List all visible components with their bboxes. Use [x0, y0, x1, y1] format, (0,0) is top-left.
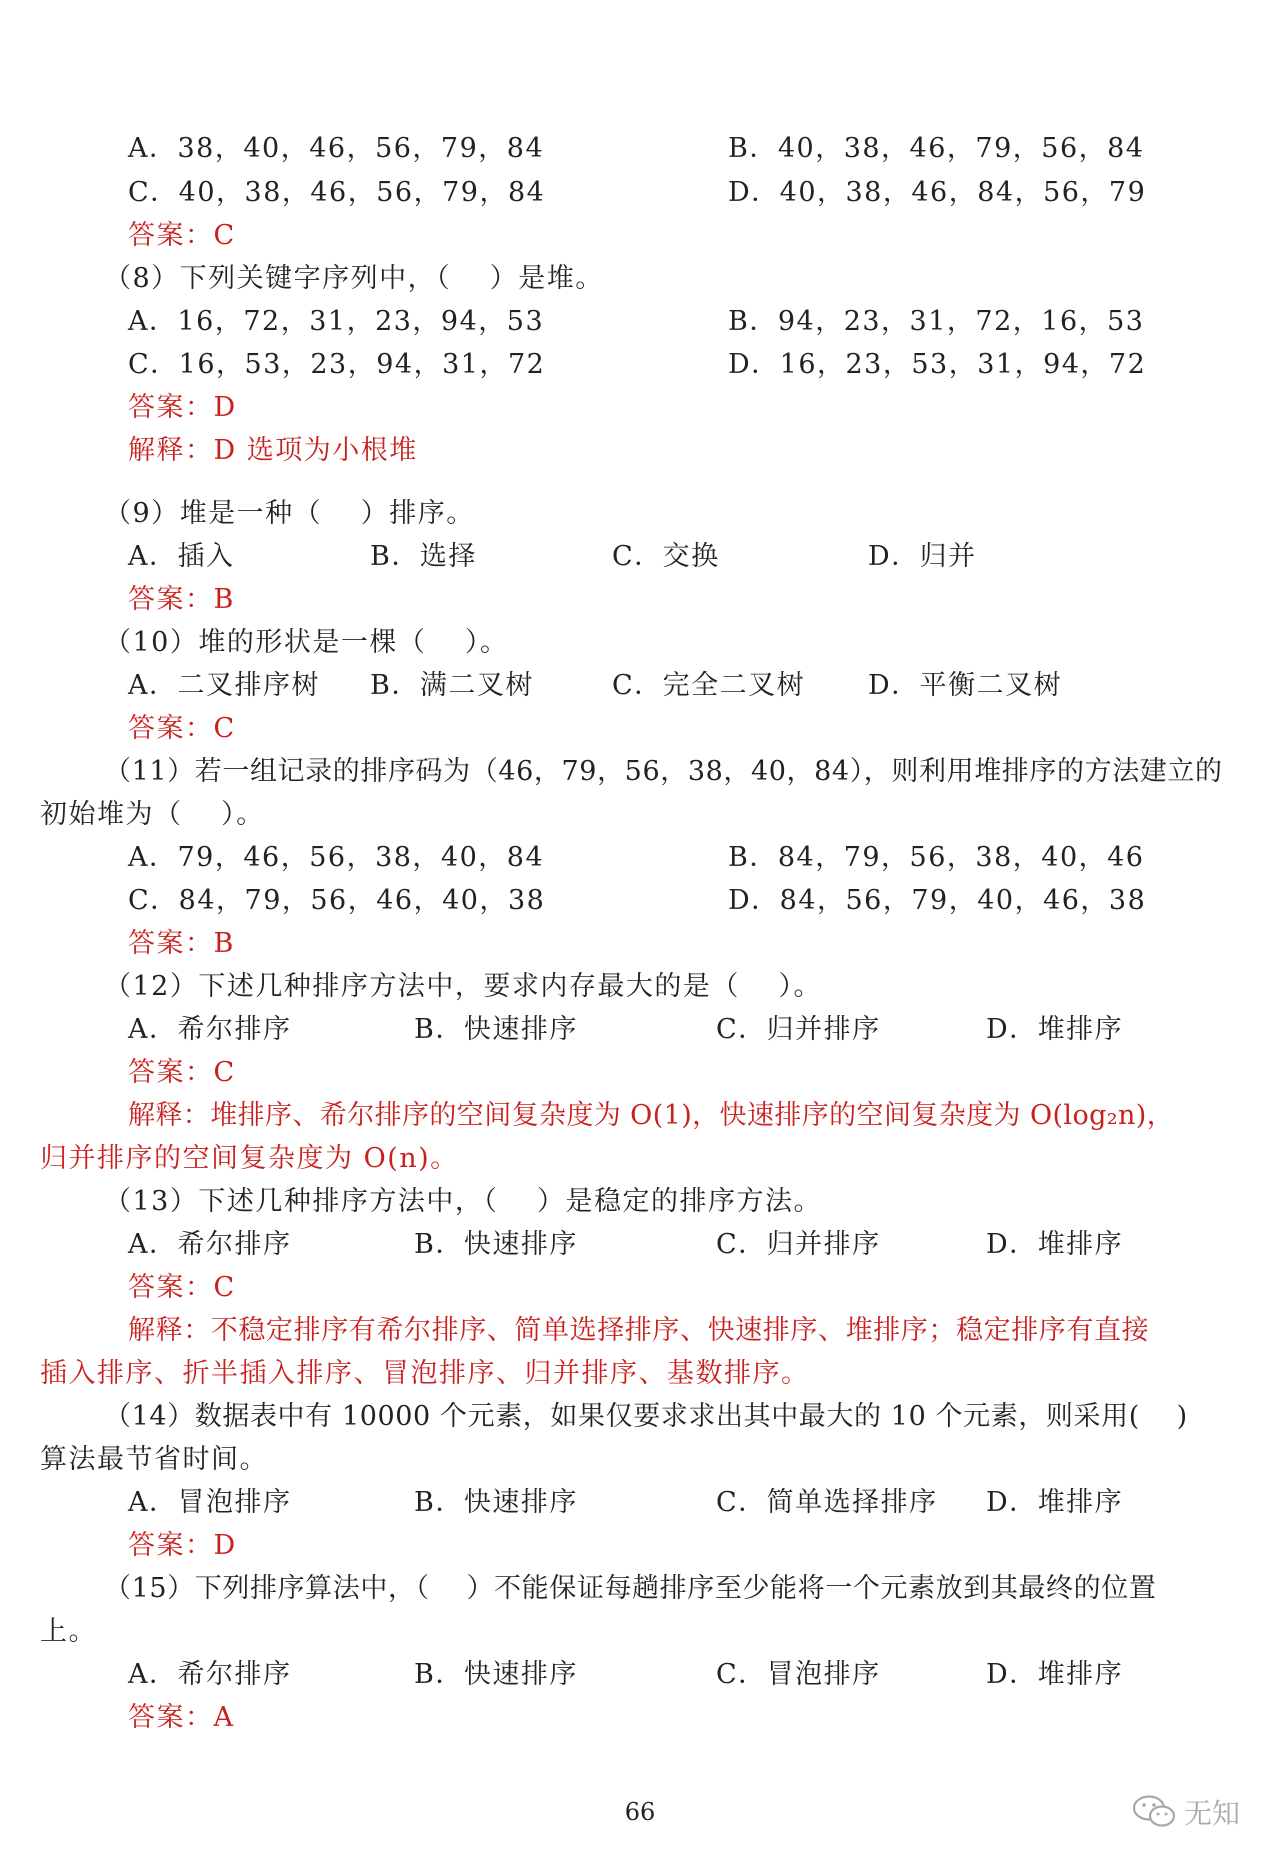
q12-option-c: C．归并排序: [716, 1014, 881, 1045]
q14-stem-line1: （14）数据表中有 10000 个元素，如果仅要求求出其中最大的 10 个元素，则采用( ): [104, 1401, 1188, 1432]
q7-answer: 答案：C: [128, 220, 236, 251]
watermark-text: 无知: [1183, 1797, 1240, 1830]
q13-option-d: D．堆排序: [986, 1229, 1124, 1260]
q10-option-b: B．满二叉树: [370, 670, 534, 701]
q15-stem-line1: （15）下列排序算法中，（ ）不能保证每趟排序至少能将一个元素放到其最终的位置: [104, 1573, 1157, 1604]
q13-explanation-line2: 插入排序、折半插入排序、冒泡排序、归并排序、基数排序。: [40, 1358, 810, 1389]
q8-stem: （8）下列关键字序列中，（ ）是堆。: [104, 263, 604, 294]
q15-option-a: A．希尔排序: [128, 1659, 292, 1690]
q8-option-a: A．16，72，31，23，94，53: [128, 306, 545, 337]
q14-option-d: D．堆排序: [986, 1487, 1124, 1518]
q12-option-a: A．希尔排序: [128, 1014, 292, 1045]
q12-explanation-line2: 归并排序的空间复杂度为 O(n)。: [40, 1143, 459, 1174]
q14-answer: 答案：D: [128, 1530, 237, 1561]
q11-option-b: B．84，79，56，38，40，46: [728, 842, 1145, 873]
q12-answer: 答案：C: [128, 1057, 236, 1088]
q11-option-c: C．84，79，56，46，40，38: [128, 885, 546, 916]
q14-option-c: C．简单选择排序: [716, 1487, 938, 1518]
q15-option-c: C．冒泡排序: [716, 1659, 881, 1690]
q13-option-c: C．归并排序: [716, 1229, 881, 1260]
q7-option-d: D．40，38，46，84，56，79: [728, 177, 1147, 208]
q12-option-d: D．堆排序: [986, 1014, 1124, 1045]
q7-option-a: A．38，40，46，56，79，84: [128, 133, 545, 164]
q13-option-b: B．快速排序: [414, 1229, 578, 1260]
q14-option-b: B．快速排序: [414, 1487, 578, 1518]
q14-stem-line2: 算法最节省时间。: [40, 1444, 268, 1475]
q11-stem-line2: 初始堆为（ ）。: [40, 799, 265, 830]
q10-option-c: C．完全二叉树: [612, 670, 806, 701]
q9-option-c: C．交换: [612, 541, 720, 572]
q14-option-a: A．冒泡排序: [128, 1487, 292, 1518]
q8-answer: 答案：D: [128, 392, 237, 423]
q10-option-a: A．二叉排序树: [128, 670, 320, 701]
q9-option-b: B．选择: [370, 541, 477, 572]
q9-option-a: A．插入: [128, 541, 235, 572]
q10-answer: 答案：C: [128, 713, 236, 744]
q15-stem-line2: 上。: [40, 1616, 97, 1647]
q13-answer: 答案：C: [128, 1272, 236, 1303]
q9-stem: （9）堆是一种（ ）排序。: [104, 498, 475, 529]
q11-stem-line1: （11）若一组记录的排序码为（46，79，56，38，40，84），则利用堆排序的方法建立的: [104, 756, 1223, 787]
q10-stem: （10）堆的形状是一棵（ ）。: [104, 627, 509, 658]
q13-explanation-line1: 解释：不稳定排序有希尔排序、简单选择排序、快速排序、堆排序；稳定排序有直接: [128, 1315, 1150, 1346]
q11-answer: 答案：B: [128, 928, 235, 959]
watermark: [1132, 1792, 1240, 1832]
wechat-icon: [1132, 1794, 1178, 1830]
q15-option-b: B．快速排序: [414, 1659, 578, 1690]
q12-stem: （12）下述几种排序方法中，要求内存最大的是（ ）。: [104, 971, 822, 1002]
q11-option-d: D．84，56，79，40，46，38: [728, 885, 1147, 916]
q15-answer: 答案：A: [128, 1702, 235, 1733]
q13-option-a: A．希尔排序: [128, 1229, 292, 1260]
q15-option-d: D．堆排序: [986, 1659, 1124, 1690]
q7-option-c: C．40，38，46，56，79，84: [128, 177, 546, 208]
q8-explanation: 解释：D 选项为小根堆: [128, 435, 418, 466]
q8-option-d: D．16，23，53，31，94，72: [728, 349, 1147, 380]
q12-option-b: B．快速排序: [414, 1014, 578, 1045]
q10-option-d: D．平衡二叉树: [868, 670, 1063, 701]
page-number: 66: [624, 1798, 656, 1826]
q13-stem: （13）下述几种排序方法中，（ ）是稳定的排序方法。: [104, 1186, 822, 1217]
q8-option-b: B．94，23，31，72，16，53: [728, 306, 1145, 337]
q8-option-c: C．16，53，23，94，31，72: [128, 349, 546, 380]
q9-option-d: D．归并: [868, 541, 977, 572]
q11-option-a: A．79，46，56，38，40，84: [128, 842, 545, 873]
q12-explanation-line1: 解释：堆排序、希尔排序的空间复杂度为 O(1)，快速排序的空间复杂度为 O(log₂n)，: [128, 1100, 1175, 1131]
q7-option-b: B．40，38，46，79，56，84: [728, 133, 1145, 164]
q9-answer: 答案：B: [128, 584, 235, 615]
